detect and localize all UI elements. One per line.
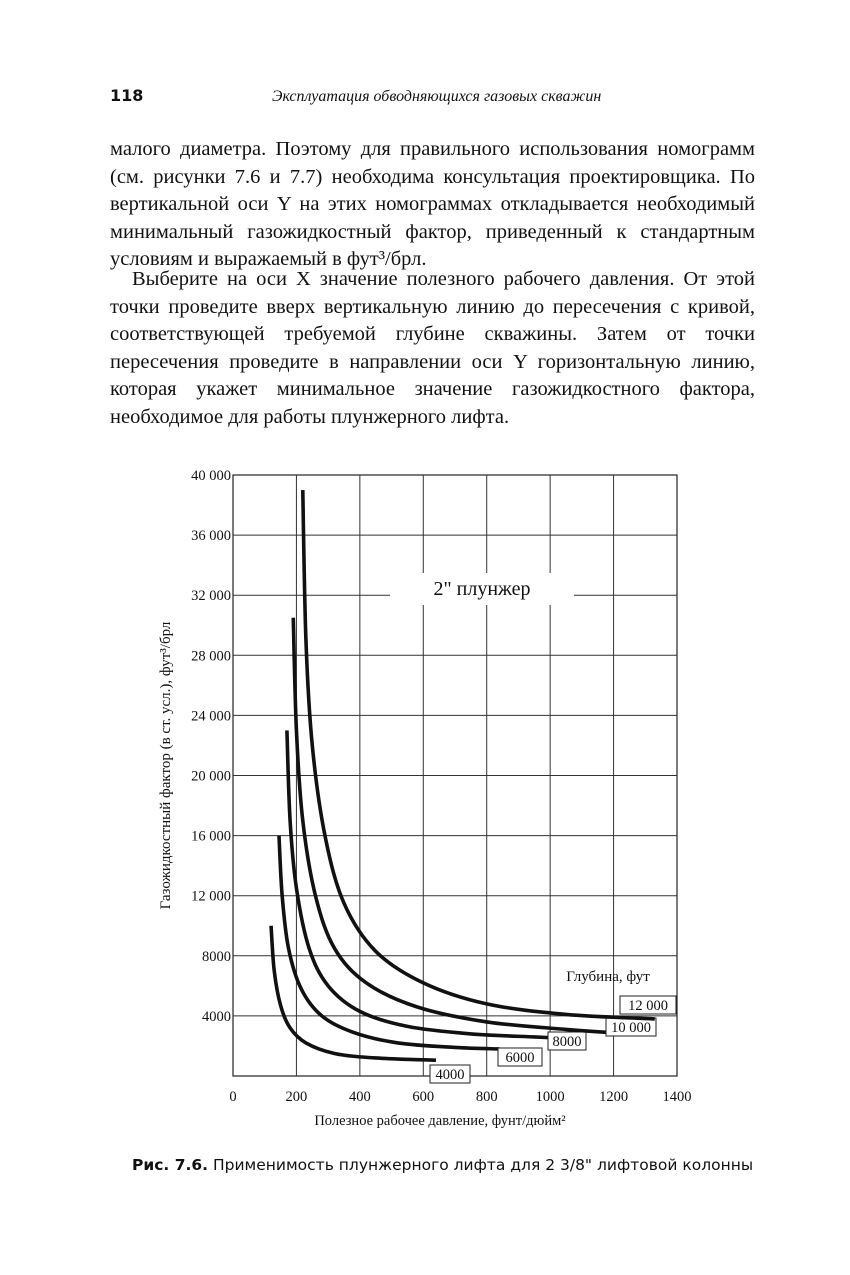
depth-curve-12000 <box>303 490 655 1019</box>
depth-label: 6000 <box>505 1050 535 1066</box>
y-tick-label: 36 000 <box>191 528 231 545</box>
figure-caption <box>132 1156 753 1174</box>
x-axis-title: Полезное рабочее давление, фунт/дюйм² <box>314 1113 566 1129</box>
page-number: 118 <box>110 86 144 105</box>
depth-curve-4000 <box>271 926 436 1060</box>
y-tick-label: 24 000 <box>191 708 231 725</box>
y-tick-label: 8000 <box>202 948 231 965</box>
x-tick-label: 200 <box>285 1089 308 1105</box>
y-tick-label: 12 000 <box>191 888 231 905</box>
y-tick-label: 28 000 <box>191 648 231 665</box>
depth-label: 12 000 <box>628 998 668 1014</box>
depth-label: 10 000 <box>611 1020 651 1036</box>
x-tick-label: 1400 <box>662 1089 692 1105</box>
y-tick-label: 40 000 <box>191 468 231 484</box>
x-tick-label: 1000 <box>535 1089 565 1105</box>
caption-label: Рис. 7.6. <box>132 1156 209 1174</box>
paragraph-1-text: малого диаметра. Поэтому для правильного использования номограмм (см. рисунки 7.6 и 7.7) необходима консультация проектировщика. По вертикальной оси Y на этих номограммах откладывается необходимый минимальный газожидкостный фактор, приведенный к стандартным условиям и выражаемый в фут³/брл. <box>110 138 755 271</box>
depth-curve-8000 <box>287 730 550 1037</box>
paragraph-2-text: Выберите на оси X значение полезного рабочего давления. От этой точки проведите вверх вертикальную линию до пересечения с кривой, соответствующей требуемой глубине скважины. Затем от точки пересечения проведите в направлении оси Y горизонтальную линию, которая укажет минимальное значение газожидкостного фактора, необходимое для работы плунжерного лифта. <box>110 268 755 428</box>
x-tick-label: 600 <box>412 1089 435 1105</box>
y-tick-label: 32 000 <box>191 588 231 605</box>
body-paragraph-2 <box>110 266 755 432</box>
x-tick-label: 1200 <box>599 1089 629 1105</box>
y-tick-label: 4000 <box>202 1008 231 1025</box>
plunger-annotation: 2" плунжер <box>433 578 531 600</box>
depth-label: 4000 <box>435 1067 465 1083</box>
x-tick-label: 0 <box>229 1089 237 1105</box>
x-tick-label: 800 <box>475 1089 498 1105</box>
legend-title: Глубина, фут <box>566 969 650 985</box>
y-tick-label: 16 000 <box>191 828 231 845</box>
depth-curve-10000 <box>293 618 607 1033</box>
body-paragraph-1 <box>110 136 755 274</box>
y-tick-label: 20 000 <box>191 768 231 785</box>
plunger-lift-chart <box>0 440 850 1160</box>
caption-text: Применимость плунжерного лифта для 2 3/8" лифтовой колонны <box>212 1156 754 1174</box>
x-tick-label: 400 <box>348 1089 371 1105</box>
depth-label: 8000 <box>552 1034 582 1050</box>
y-axis-title: Газожидкостный фактор (в ст. усл.), фут³/брл <box>158 621 174 910</box>
running-title: Эксплуатация обводняющихся газовых скважин <box>272 88 602 105</box>
